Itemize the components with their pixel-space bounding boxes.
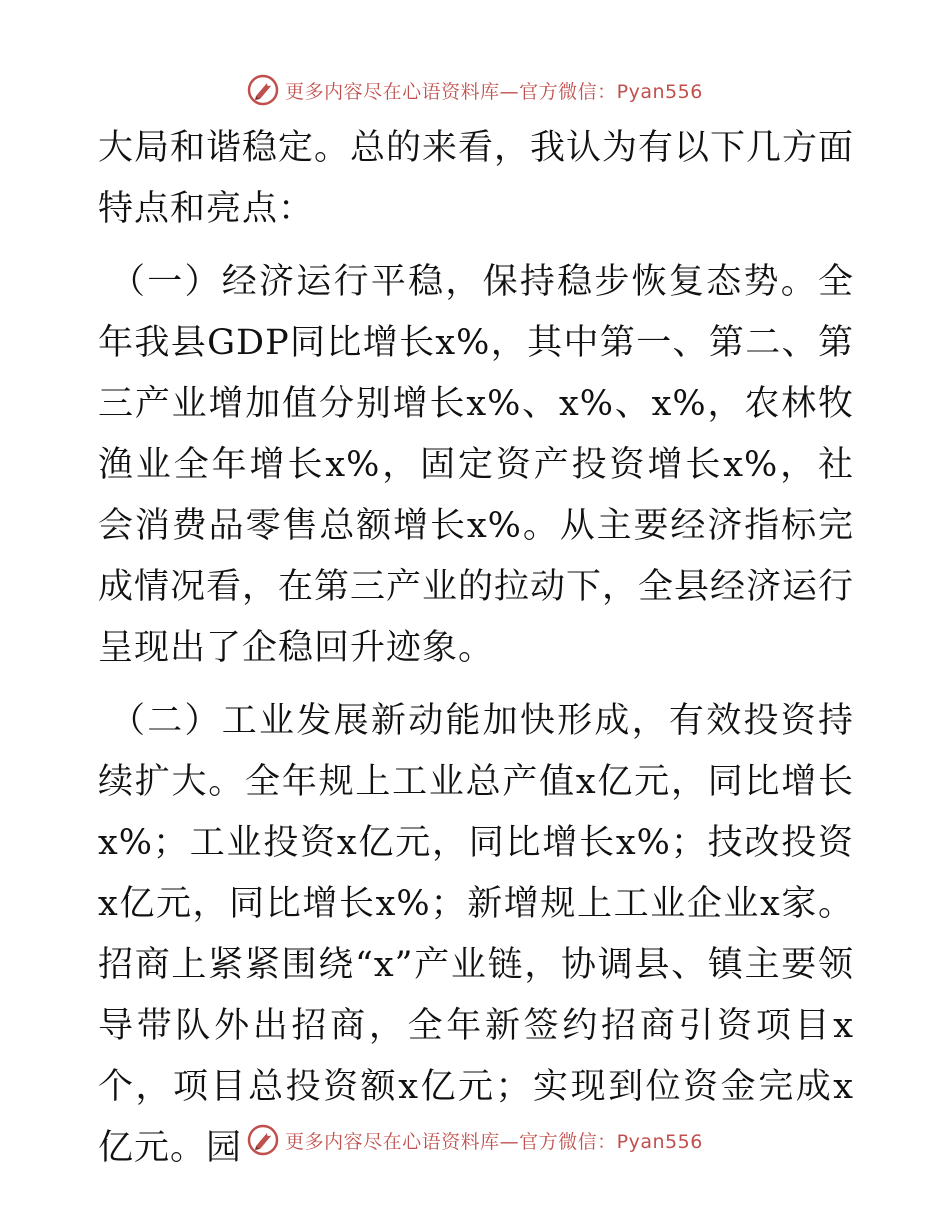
- paragraph-intro: 大局和谐稳定。总的来看，我认为有以下几方面特点和亮点：: [98, 128, 855, 229]
- paragraph-section-2: （二）工业发展新动能加快形成，有效投资持续扩大。全年规上工业总产值x亿元，同比增长x%；工业投资x亿元，同比增长x%；技改投资x亿元，同比增长x%；新增规上工业企业x家。招商上紧紧围绕“x”产业链，协调县、镇主要领导带队外出招商，全年新签约招商引资项目x个，项目总投资额x亿元；实现到位资金完成x亿元。园: [98, 701, 854, 1168]
- header-watermark-text: 更多内容尽在心语资料库—官方微信：Pyan556: [285, 80, 703, 103]
- pen-logo-icon: [247, 1124, 279, 1156]
- document-body: [98, 118, 854, 1179]
- header-watermark-banner: [0, 70, 950, 110]
- footer-watermark-text: 更多内容尽在心语资料库—官方微信：Pyan556: [285, 1130, 703, 1153]
- pen-logo-icon: [247, 74, 279, 106]
- footer-watermark-banner: [0, 1120, 950, 1160]
- paragraph-section-1: （一）经济运行平稳，保持稳步恢复态势。全年我县GDP同比增长x%，其中第一、第二、第三产业增加值分别增长x%、x%、x%，农林牧渔业全年增长x%，固定资产投资增长x%，社会消费品零售总额增长x%。从主要经济指标完成情况看，在第三产业的拉动下，全县经济运行呈现出了企稳回升迹象。: [98, 262, 855, 668]
